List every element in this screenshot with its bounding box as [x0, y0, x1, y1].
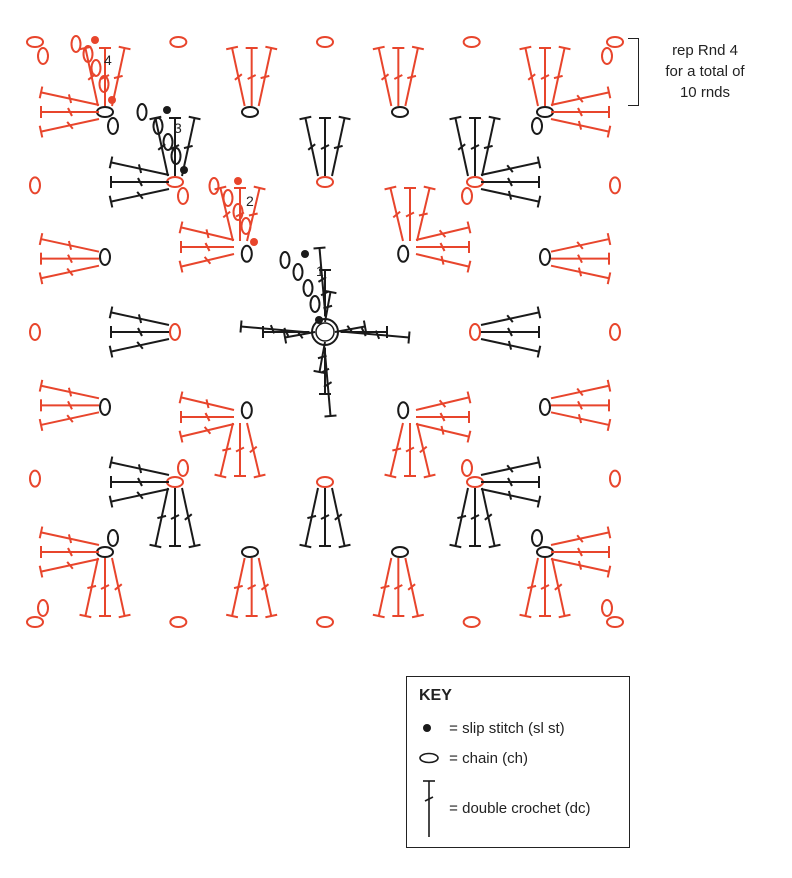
chain-stitch — [210, 178, 219, 194]
dc-top-bar — [373, 47, 385, 50]
dc-cross-bar — [484, 146, 493, 148]
dc-top-bar — [608, 233, 611, 245]
dc-top-bar — [424, 475, 436, 478]
chain-stitch — [167, 177, 183, 187]
dc-cross-bar — [509, 491, 511, 500]
chain-stitch — [30, 471, 40, 487]
chain-stitch — [242, 218, 251, 234]
chain-stitch — [317, 617, 333, 627]
repeat-note-line2: for a total of — [665, 63, 745, 80]
dc-cross-bar — [392, 448, 401, 450]
dc-top-bar — [538, 346, 541, 358]
dc-top-bar — [254, 187, 266, 190]
dc-top-bar — [226, 615, 238, 618]
dc-top-bar — [180, 261, 183, 273]
dc-cross-bar — [249, 213, 258, 215]
dc-top-bar — [559, 47, 571, 50]
dc-top-bar — [325, 415, 337, 416]
dc-top-bar — [40, 87, 43, 99]
dc-cross-bar — [441, 426, 443, 435]
chain-stitch — [317, 477, 333, 487]
dc-top-bar — [40, 233, 43, 245]
chain-stitch — [38, 600, 48, 616]
dc-top-bar — [189, 117, 201, 120]
chain-stitch — [27, 617, 43, 627]
dc-cross-bar — [206, 399, 208, 408]
slip-stitch — [91, 36, 99, 44]
chain-stitch — [540, 399, 550, 415]
dc-cross-bar — [527, 586, 536, 588]
repeat-note — [640, 40, 770, 103]
dc-top-bar — [489, 545, 501, 548]
key-row-slip-stitch — [419, 719, 565, 737]
chain-stitch — [100, 399, 110, 415]
dc-cross-bar — [579, 121, 581, 130]
dc-top-bar — [538, 196, 541, 208]
chain-stitch — [138, 104, 147, 120]
chain-stitch — [532, 530, 542, 546]
dc-top-bar — [608, 87, 611, 99]
key-legend — [406, 676, 630, 848]
slip-stitch — [250, 238, 258, 246]
dc-top-bar — [468, 261, 471, 273]
dc-cross-bar — [509, 341, 511, 350]
dc-top-bar — [450, 117, 462, 120]
key-row-double-crochet — [419, 777, 591, 839]
dc-top-bar — [608, 419, 611, 431]
dc-cross-bar — [206, 229, 208, 238]
dc-top-bar — [450, 545, 462, 548]
dc-top-bar — [314, 247, 326, 248]
chain-icon — [419, 750, 439, 766]
dc-cross-bar — [157, 516, 166, 518]
chain-stitch — [100, 249, 110, 265]
chain-stitch — [602, 600, 612, 616]
dc-top-bar — [424, 187, 436, 190]
chain-stitch — [242, 246, 252, 262]
dc-top-bar — [110, 157, 113, 169]
dc-cross-bar — [381, 586, 390, 588]
chain-stitch — [108, 118, 118, 134]
slip-stitch — [301, 250, 309, 258]
dc-top-bar — [180, 222, 183, 234]
chain-stitch — [540, 249, 550, 265]
chain-stitch — [294, 264, 303, 280]
dc-top-bar — [538, 457, 541, 469]
slip-stitch-icon — [419, 720, 439, 736]
dc-top-bar — [150, 545, 162, 548]
dc-top-bar — [538, 496, 541, 508]
slip-stitch — [163, 106, 171, 114]
dc-top-bar — [608, 527, 611, 539]
dc-cross-bar — [69, 388, 71, 397]
dc-cross-bar — [509, 191, 511, 200]
double-crochet-icon — [419, 777, 439, 839]
chain-stitch — [170, 324, 180, 340]
key-title: KEY — [419, 687, 452, 704]
dc-top-bar — [489, 117, 501, 120]
chain-stitch — [464, 617, 480, 627]
chain-stitch — [607, 37, 623, 47]
round-label: 4 — [104, 52, 112, 68]
dc-top-bar — [468, 392, 471, 404]
dc-top-bar — [520, 47, 532, 50]
dc-top-bar — [284, 332, 286, 344]
chain-stitch — [242, 107, 258, 117]
dc-top-bar — [215, 187, 227, 190]
dc-top-bar — [240, 321, 241, 333]
chain-stitch — [311, 296, 320, 312]
dc-top-bar — [265, 615, 277, 618]
chain-stitch — [242, 547, 258, 557]
dc-top-bar — [215, 475, 227, 478]
chain-stitch — [532, 118, 542, 134]
chain-stitch — [167, 477, 183, 487]
dc-cross-bar — [222, 448, 231, 450]
dc-cross-bar — [139, 464, 141, 473]
dc-top-bar — [110, 196, 113, 208]
dc-top-bar — [339, 545, 351, 548]
chain-stitch — [607, 617, 623, 627]
chain-stitch — [108, 530, 118, 546]
chain-stitch — [462, 188, 472, 204]
chain-stitch — [27, 37, 43, 47]
chain-stitch — [178, 460, 188, 476]
chain-stitch — [392, 547, 408, 557]
chain-stitch — [30, 324, 40, 340]
dc-top-bar — [300, 117, 312, 120]
key-double-crochet-label: = double crochet (dc) — [449, 799, 591, 817]
dc-cross-bar — [579, 561, 581, 570]
dc-top-bar — [538, 307, 541, 319]
chain-stitch — [462, 460, 472, 476]
dc-cross-bar — [184, 146, 193, 148]
slip-stitch — [315, 316, 323, 324]
dc-cross-bar — [87, 586, 96, 588]
dc-top-bar — [608, 566, 611, 578]
dc-top-bar — [608, 272, 611, 284]
dc-top-bar — [180, 431, 183, 443]
chain-stitch — [234, 204, 243, 220]
chain-stitch — [281, 252, 290, 268]
dc-top-bar — [608, 126, 611, 138]
round-label: 1 — [316, 263, 324, 279]
round-label: 2 — [246, 193, 254, 209]
dc-top-bar — [110, 307, 113, 319]
dc-cross-bar — [261, 76, 270, 78]
chain-stitch — [610, 471, 620, 487]
chain-stitch — [242, 402, 252, 418]
chain-stitch — [317, 37, 333, 47]
key-slip-stitch-label: = slip stitch (sl st) — [449, 719, 565, 737]
dc-top-bar — [608, 380, 611, 392]
dc-top-bar — [119, 615, 131, 618]
dc-top-bar — [538, 157, 541, 169]
chain-stitch — [224, 190, 233, 206]
dc-cross-bar — [69, 534, 71, 543]
chain-stitch — [170, 37, 186, 47]
chain-stitch — [464, 37, 480, 47]
dc-top-bar — [40, 126, 43, 138]
chain-stitch — [392, 107, 408, 117]
dc-top-bar — [385, 475, 397, 478]
chain-stitch — [178, 188, 188, 204]
note-bracket — [628, 38, 639, 106]
dc-top-bar — [40, 419, 43, 431]
dc-top-bar — [189, 545, 201, 548]
magic-ring-inner — [316, 323, 334, 341]
dc-top-bar — [226, 47, 238, 50]
chain-stitch — [537, 107, 553, 117]
dc-top-bar — [254, 475, 266, 478]
dc-cross-bar — [457, 516, 466, 518]
dc-top-bar — [520, 615, 532, 618]
chain-stitch — [317, 177, 333, 187]
dc-cross-bar — [69, 241, 71, 250]
dc-cross-bar — [139, 314, 141, 323]
dc-top-bar — [385, 187, 397, 190]
dc-cross-bar — [407, 76, 416, 78]
dc-top-bar — [40, 566, 43, 578]
chain-stitch — [398, 402, 408, 418]
key-row-chain — [419, 749, 528, 767]
chain-stitch — [470, 324, 480, 340]
repeat-note-line1: rep Rnd 4 — [672, 42, 738, 59]
dc-top-bar — [468, 222, 471, 234]
chain-stitch — [467, 477, 483, 487]
dc-cross-bar — [114, 76, 123, 78]
dc-top-bar — [40, 527, 43, 539]
dc-top-bar — [40, 272, 43, 284]
repeat-note-line3: 10 rnds — [679, 84, 731, 101]
round-label: 3 — [174, 120, 182, 136]
dc-top-bar — [110, 496, 113, 508]
dc-top-bar — [80, 615, 92, 618]
chain-stitch — [610, 177, 620, 193]
slip-stitch — [180, 166, 188, 174]
dc-top-bar — [40, 380, 43, 392]
dc-cross-bar — [69, 94, 71, 103]
dc-cross-bar — [554, 76, 563, 78]
slip-stitch — [234, 177, 242, 185]
chain-stitch — [467, 177, 483, 187]
dc-cross-bar — [579, 414, 581, 423]
dc-top-bar — [408, 332, 409, 344]
key-chain-label: = chain (ch) — [449, 749, 528, 767]
chain-stitch — [602, 48, 612, 64]
dc-top-bar — [265, 47, 277, 50]
dc-top-bar — [364, 321, 366, 333]
dc-cross-bar — [307, 516, 316, 518]
dc-cross-bar — [419, 213, 428, 215]
dc-top-bar — [412, 47, 424, 50]
dc-top-bar — [180, 392, 183, 404]
chain-stitch — [38, 48, 48, 64]
dc-cross-bar — [334, 146, 343, 148]
dc-top-bar — [119, 47, 131, 50]
dc-top-bar — [468, 431, 471, 443]
chain-stitch — [30, 177, 40, 193]
dc-top-bar — [412, 615, 424, 618]
dc-cross-bar — [139, 164, 141, 173]
chain-stitch — [97, 107, 113, 117]
dc-cross-bar — [441, 256, 443, 265]
chain-stitch — [170, 617, 186, 627]
chain-stitch — [610, 324, 620, 340]
dc-top-bar — [559, 615, 571, 618]
dc-top-bar — [339, 117, 351, 120]
dc-top-bar — [110, 457, 113, 469]
chain-stitch — [72, 36, 81, 52]
chain-stitch — [398, 246, 408, 262]
chain-stitch — [304, 280, 313, 296]
chain-stitch — [164, 134, 173, 150]
dc-top-bar — [373, 615, 385, 618]
dc-top-bar — [300, 545, 312, 548]
chain-stitch — [92, 60, 101, 76]
chain-stitch — [97, 547, 113, 557]
dc-top-bar — [110, 346, 113, 358]
slip-stitch — [108, 96, 116, 104]
dc-cross-bar — [234, 586, 243, 588]
dc-cross-bar — [579, 268, 581, 277]
chain-stitch — [537, 547, 553, 557]
